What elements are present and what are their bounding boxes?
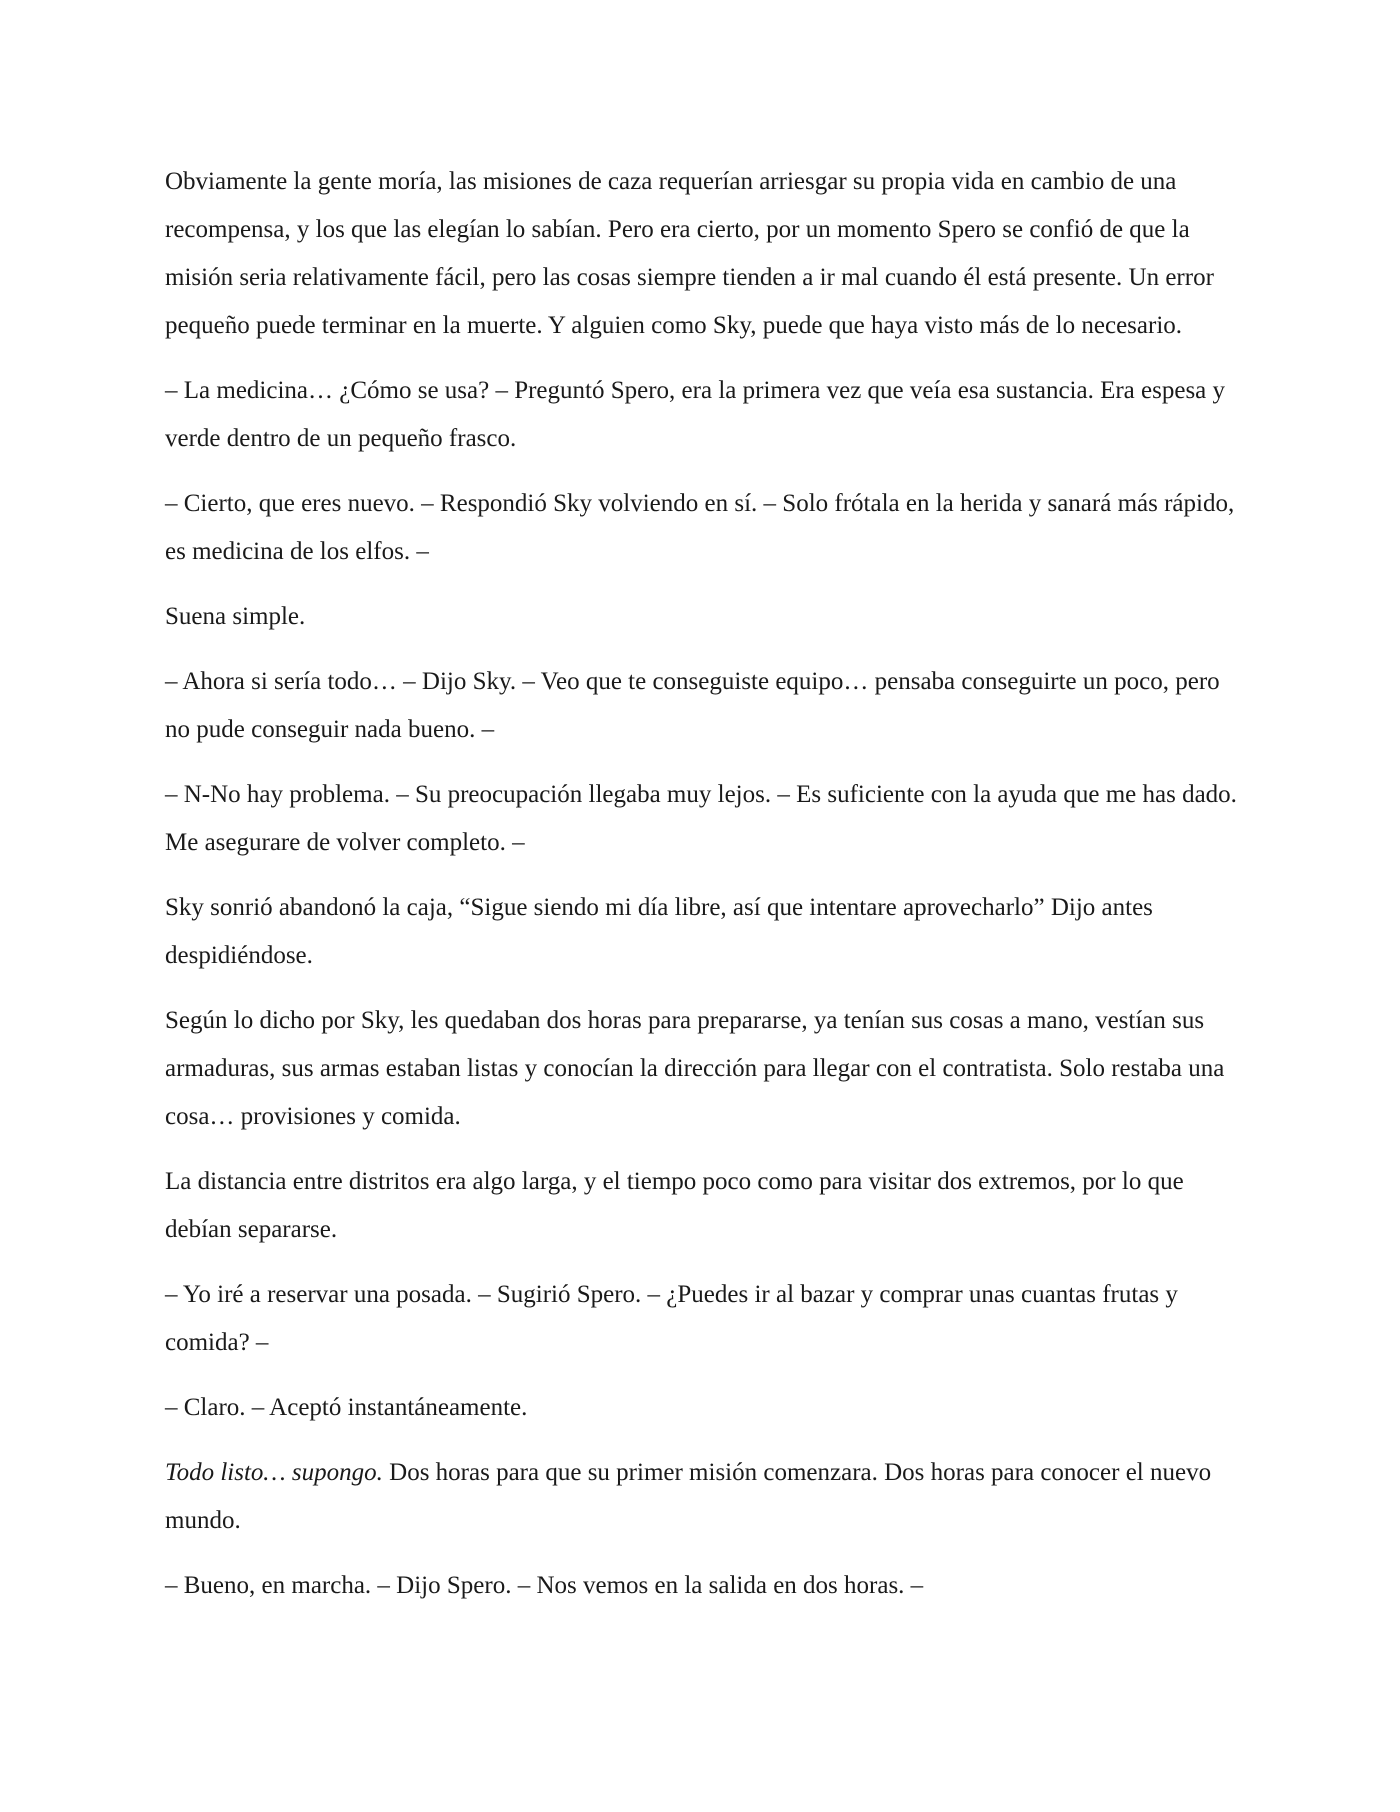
paragraph-7: Sky sonrió abandonó la caja, “Sigue siendo mi día libre, así que intentare aprovecharlo” Dijo antes despidiéndose. [165,894,1153,969]
paragraph-2: – La medicina… ¿Cómo se usa? – Preguntó Spero, era la primera vez que veía esa sustancia. Era espesa y verde dentro de un pequeño frasco. [165,377,1226,452]
paragraph-11: – Claro. – Aceptó instantáneamente. [165,1394,528,1421]
paragraph-4: Suena simple. [165,603,306,630]
paragraph-3: – Cierto, que eres nuevo. – Respondió Sky volviendo en sí. – Solo frótala en la herida y sanará más rápido, es medicina de los elfos. – [165,490,1235,565]
paragraph-6: – N-No hay problema. – Su preocupación llegaba muy lejos. – Es suficiente con la ayuda que me has dado. Me asegurare de volver completo. – [165,781,1237,856]
italic-thought: Todo listo… supongo. [165,1459,383,1486]
paragraph-9: La distancia entre distritos era algo larga, y el tiempo poco como para visitar dos extremos, por lo que debían separarse. [165,1168,1184,1243]
paragraph-12 [165,1449,1237,1545]
paragraph-8: Según lo dicho por Sky, les quedaban dos horas para prepararse, ya tenían sus cosas a mano, vestían sus armaduras, sus armas estaban listas y conocían la dirección para llegar con el contratista. Solo restaba una cosa… provisiones y comida. [165,1007,1225,1130]
paragraph-13: – Bueno, en marcha. – Dijo Spero. – Nos vemos en la salida en dos horas. – [165,1572,924,1599]
document-body [165,158,1237,1627]
paragraph-12-text: Dos horas para que su primer misión comenzara. Dos horas para conocer el nuevo mundo. [165,1459,1212,1534]
paragraph-5: – Ahora si sería todo… – Dijo Sky. – Veo que te conseguiste equipo… pensaba conseguirte un poco, pero no pude conseguir nada bueno. – [165,668,1220,743]
paragraph-10: – Yo iré a reservar una posada. – Sugirió Spero. – ¿Puedes ir al bazar y comprar unas cuantas frutas y comida? – [165,1281,1178,1356]
paragraph-1: Obviamente la gente moría, las misiones de caza requerían arriesgar su propia vida en cambio de una recompensa, y los que las elegían lo sabían. Pero era cierto, por un momento Spero se confió de que la misión seria relativamente fácil, pero las cosas siempre tienden a ir mal cuando él está presente. Un error pequeño puede terminar en la muerte. Y alguien como Sky, puede que haya visto más de lo necesario. [165,168,1214,339]
